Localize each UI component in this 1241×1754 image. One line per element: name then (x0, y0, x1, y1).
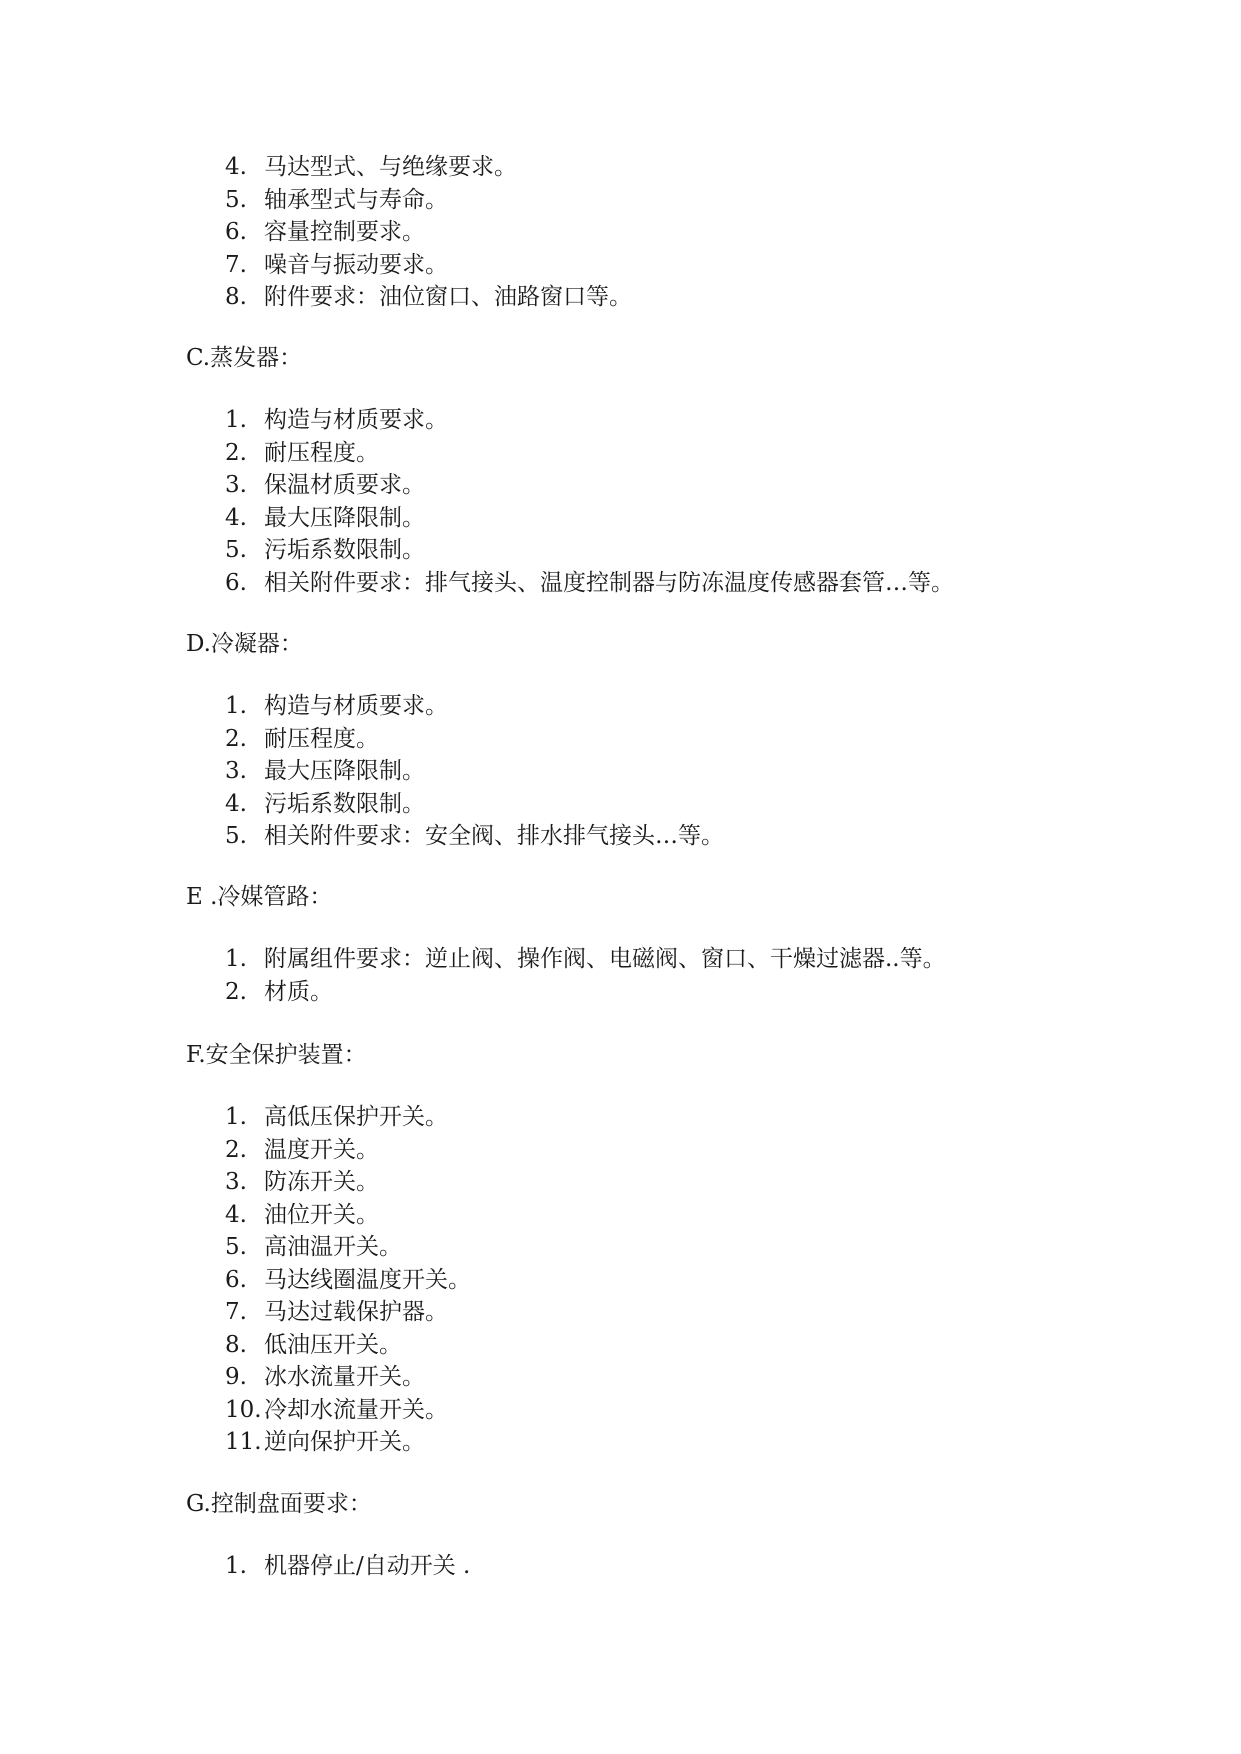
list-item-number: 7. (225, 1299, 247, 1325)
list-item (225, 437, 954, 470)
list-item-number: 4. (225, 154, 247, 180)
section-heading-control-panel: G.控制盘面要求： (186, 1491, 372, 1517)
list-item-number: 2. (225, 978, 247, 1005)
list-item-text: 马达过载保护器。 (264, 1299, 448, 1325)
list-item-text: 附件要求：油位窗口、油路窗口等。 (264, 284, 632, 310)
list-item-text: 材质。 (264, 978, 333, 1005)
list-item-number: 5. (225, 1234, 247, 1260)
list-item (225, 184, 632, 217)
list-item (225, 820, 724, 853)
list-item (225, 1426, 471, 1459)
list-item-text: 保温材质要求。 (264, 472, 425, 498)
list-item-number: 3. (225, 1169, 247, 1195)
list-item-number: 4. (225, 1201, 247, 1228)
list-item-number: 2. (225, 439, 247, 466)
section-heading-safety-devices: F.安全保护装置： (186, 1042, 367, 1068)
list-item-text: 温度开关。 (264, 1136, 379, 1163)
condenser-list (225, 690, 724, 853)
list-item-text: 机器停止/自动开关 . (264, 1553, 471, 1579)
list-item-number: 6. (225, 1266, 247, 1293)
list-item-number: 7. (225, 251, 247, 278)
list-item (225, 1101, 471, 1134)
list-item (225, 943, 946, 976)
list-item (225, 1296, 471, 1329)
list-item-text: 噪音与振动要求。 (264, 251, 448, 278)
list-item (225, 567, 954, 600)
evaporator-list (225, 404, 954, 599)
list-item (225, 976, 946, 1009)
safety-devices-list (225, 1101, 471, 1459)
list-item-text: 轴承型式与寿命。 (264, 186, 448, 213)
list-item-number: 3. (225, 758, 247, 784)
list-item (225, 723, 724, 756)
list-item-text: 冷却水流量开关。 (264, 1396, 448, 1423)
section-heading-refrigerant-piping: E .冷媒管路： (186, 884, 333, 910)
list-item-number: 6. (225, 569, 247, 596)
list-item-number: 5. (225, 186, 247, 213)
list-item (225, 788, 724, 821)
list-item (225, 151, 632, 184)
list-item-text: 相关附件要求：排气接头、温度控制器与防冻温度传感器套管…等。 (264, 569, 954, 596)
list-item-text: 油位开关。 (264, 1201, 379, 1228)
list-item-text: 防冻开关。 (264, 1169, 379, 1195)
list-item (225, 404, 954, 437)
list-item-text: 相关附件要求：安全阀、排水排气接头…等。 (264, 823, 724, 849)
list-item-number: 1. (225, 407, 247, 433)
list-item (225, 469, 954, 502)
list-item-text: 构造与材质要求。 (264, 693, 448, 719)
list-item-text: 马达型式、与绝缘要求。 (264, 154, 517, 180)
list-item-number: 4. (225, 790, 247, 817)
list-item-number: 11. (225, 1429, 262, 1455)
list-item-number: 5. (225, 537, 247, 563)
list-item-text: 耐压程度。 (264, 725, 379, 752)
list-item-number: 1. (225, 946, 247, 972)
list-item-text: 容量控制要求。 (264, 219, 425, 245)
list-item (225, 1361, 471, 1394)
list-item (225, 1166, 471, 1199)
control-panel-list (225, 1550, 470, 1583)
list-item (225, 216, 632, 249)
list-item-text: 附属组件要求：逆止阀、操作阀、电磁阀、窗口、干燥过滤器..等。 (264, 946, 946, 972)
list-item-text: 污垢系数限制。 (264, 537, 425, 563)
list-item (225, 1199, 471, 1232)
section-heading-condenser: D.冷凝器： (186, 631, 303, 657)
list-item-text: 污垢系数限制。 (264, 790, 425, 817)
list-item-text: 最大压降限制。 (264, 504, 425, 531)
list-item-number: 1. (225, 693, 247, 719)
list-item (225, 1329, 471, 1362)
list-item-number: 4. (225, 504, 247, 531)
list-item-text: 逆向保护开关。 (264, 1429, 425, 1455)
list-item-number: 8. (225, 1331, 247, 1358)
list-item (225, 1264, 471, 1297)
list-item-number: 1. (225, 1553, 247, 1579)
list-item (225, 1134, 471, 1167)
refrigerant-piping-list (225, 943, 946, 1008)
list-item (225, 690, 724, 723)
list-item-number: 3. (225, 472, 247, 498)
list-item (225, 502, 954, 535)
list-item-text: 构造与材质要求。 (264, 407, 448, 433)
list-item-number: 10. (225, 1396, 262, 1423)
list-item-text: 最大压降限制。 (264, 758, 425, 784)
list-item (225, 534, 954, 567)
list-item (225, 249, 632, 282)
list-item-text: 高油温开关。 (264, 1234, 402, 1260)
list-item-number: 9. (225, 1364, 247, 1390)
list-item (225, 1394, 471, 1427)
list-item-text: 马达线圈温度开关。 (264, 1266, 471, 1293)
list-item-text: 高低压保护开关。 (264, 1104, 448, 1130)
list-item-number: 5. (225, 823, 247, 849)
list-item-text: 冰水流量开关。 (264, 1364, 425, 1390)
list-item (225, 755, 724, 788)
list-item-text: 耐压程度。 (264, 439, 379, 466)
list-item-number: 2. (225, 1136, 247, 1163)
list-item-number: 1. (225, 1104, 247, 1130)
list-item-number: 2. (225, 725, 247, 752)
list-item (225, 1550, 470, 1583)
list-item-text: 低油压开关。 (264, 1331, 402, 1358)
list-item (225, 281, 632, 314)
list-item-number: 8. (225, 284, 247, 310)
compressor-requirements-list (225, 151, 632, 314)
list-item-number: 6. (225, 219, 247, 245)
section-heading-evaporator: C.蒸发器： (186, 345, 303, 371)
list-item (225, 1231, 471, 1264)
